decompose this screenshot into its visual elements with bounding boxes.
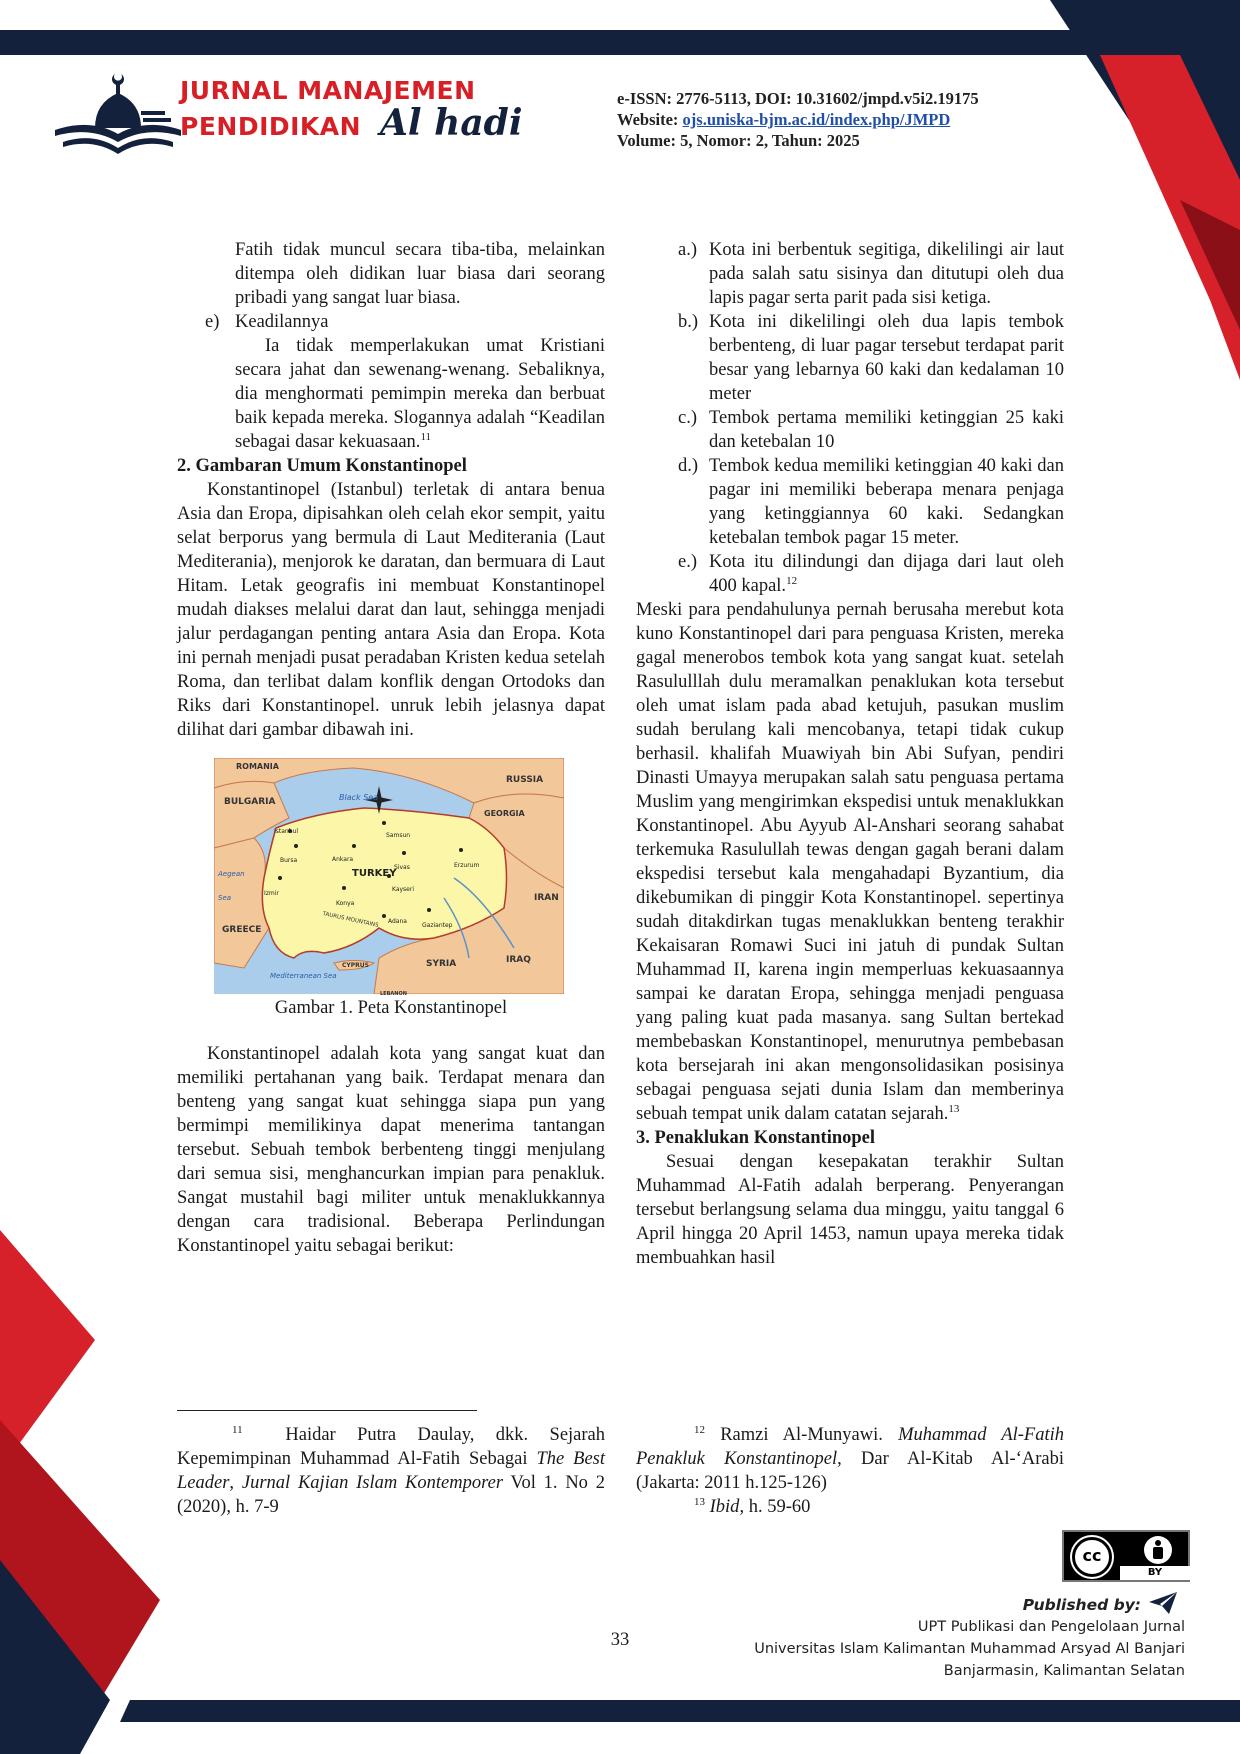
list-text: Kota ini berbentuk segitiga, dikelilingi air laut pada salah satu sisinya dan ditutupi oleh dua lapis pagar serta parit pada sisi ketiga. — [709, 240, 1064, 308]
volume-line: Volume: 5, Nomor: 2, Tahun: 2025 — [617, 131, 860, 150]
map-label-black-sea: Black Sea — [339, 793, 379, 802]
publisher-label-row — [690, 1594, 1185, 1616]
footnote-12: $^{12}$ Ramzi Al-Munyawi. Muhammad Al-Fatih Penakluk Konstantinopel, Dar Al-Kitab Al-‘Arabi (Jakarta: 2011 h.125-126) — [636, 1423, 1065, 1493]
bottom-navy-band — [120, 1700, 1240, 1722]
map-label-syria: SYRIA — [426, 959, 457, 969]
list-label: e.) — [678, 552, 697, 572]
map-label-cyprus: CYPRUS — [342, 962, 369, 969]
map-label-greece: GREECE — [222, 925, 262, 935]
map-label-bursa: Bursa — [280, 857, 298, 864]
map-label-samsun: Samsun — [386, 832, 411, 839]
list-label: b.) — [678, 312, 699, 332]
right-column — [636, 238, 1064, 1270]
map-label-taurus: TAURUS MOUNTAINS — [321, 911, 379, 929]
defense-item-e — [678, 550, 1064, 598]
map-label-istanbul: Istanbul — [274, 828, 299, 835]
map-label-lebanon: LEBANON — [380, 991, 407, 997]
section-2-paragraph: Konstantinopel (Istanbul) terletak di antara benua Asia dan Eropa, dipisahkan oleh celah ekor sempit, yaitu selat berporus yang bermula di Laut Mediterania (Laut Mediterania), menjorok ke daratan, dan bermuara di Laut Hitam. Letak geografis ini membuat Konstantinopel mudah diakses melalui darat dan laut, sehingga menjadi jalur perdagangan penting antara Asia dan Eropa. Kota ini pernah menjadi pusat peradaban Kristen kedua setelah Roma, dan terlibat dalam konflik dengan Ortodoks dan Riks dari Konstantinopel. unruk lebih jelasnya dapat dilihat dari gambar dibawah ini. — [177, 480, 605, 740]
journal-logo — [55, 68, 525, 158]
intro-paragraph: Fatih tidak muncul secara tiba-tiba, melainkan ditempa oleh didikan luar biasa dari seorang pribadi yang sangat luar biasa. — [235, 240, 605, 308]
list-text: Kota ini dikelilingi oleh dua lapis tembok berbenteng, di luar pagar tersebut terdapat parit besar yang lebarnya 60 kaki dan kedalaman 10 meter — [709, 312, 1064, 404]
map-label-kayseri: Kayseri — [392, 886, 415, 893]
section-3-paragraph: Sesuai dengan kesepakatan terakhir Sultan Muhammad Al-Fatih adalah berperang. Penyerangan tersebut berlangsung selama dua minggu, yaitu tanggal 6 April hingga 20 April 1453, namun upaya mereka tidak membuahkan hasil — [636, 1152, 1064, 1268]
list-text: Kota itu dilindungi dan dijaga dari laut oleh 400 kapal. — [709, 552, 1064, 596]
cc-by-badge[interactable] — [1062, 1530, 1190, 1582]
list-label: d.) — [678, 456, 699, 476]
defense-list — [636, 238, 1064, 598]
publisher-block — [690, 1594, 1185, 1682]
issn-line: e-ISSN: 2776-5113, DOI: 10.31602/jmpd.v5i2.19175 — [617, 89, 979, 108]
footnote-number: 12 — [694, 1423, 705, 1436]
publisher-line-3: Banjarmasin, Kalimantan Selatan — [943, 1663, 1185, 1679]
left-column — [177, 238, 605, 1258]
map-label-turkey: TURKEY — [352, 868, 397, 879]
footnote-13: $^{13}$ Ibid, h. 59-60 — [694, 1495, 811, 1517]
section-2-heading: 2. Gambaran Umum Konstantinopel — [177, 456, 467, 476]
map-label-izmir: Izmir — [264, 890, 279, 897]
map-label-sivas: Sivas — [394, 864, 410, 871]
list-item-e-body: Ia tidak memperlakukan umat Kristiani secara jahat dan sewenang-wenang. Sebaliknya, dia menghormati pemimpin mereka dan berbuat baik kepada mereka. Slogannya adalah “Keadilan sebagai dasar kekuasaan.$^{11}$ — [235, 336, 605, 452]
footnote-11: $^{11}$ Haidar Putra Daulay, dkk. Sejarah Kepemimpinan Muhammad Al-Fatih Sebagai The Best Leader, Jurnal Kajian Islam Kontemporer Vol 1. No 2 (2020), h. 7-9 — [177, 1423, 606, 1517]
website-link[interactable]: ojs.uniska-bjm.ac.id/index.php/JMPD — [682, 110, 951, 129]
list-text: Tembok pertama memiliki ketinggian 25 kaki dan ketebalan 10 — [709, 408, 1064, 452]
list-label: c.) — [678, 408, 697, 428]
footnote-number: 13 — [694, 1495, 705, 1508]
figure-map — [214, 758, 564, 997]
list-label: a.) — [678, 240, 697, 260]
map-label-adana: Adana — [388, 918, 407, 925]
map-label-aegean-sea: Aegean Sea — [218, 870, 245, 902]
journal-title-line1: JURNAL MANAJEMEN — [180, 76, 476, 105]
footnote-ref[interactable]: 11 — [420, 430, 432, 443]
map-label-erzurum: Erzurum — [454, 862, 480, 869]
journal-title-script: Al hadi — [380, 102, 523, 144]
footnote-rule — [177, 1410, 477, 1411]
list-item-title: Keadilannya — [235, 312, 329, 332]
figure-caption: Gambar 1. Peta Konstantinopel — [274, 998, 508, 1018]
bottom-left-ribbon-red — [0, 1230, 95, 1470]
paper-plane-icon — [1149, 1592, 1177, 1614]
section-3-heading: 3. Penaklukan Konstantinopel — [636, 1128, 876, 1148]
map-label-iraq: IRAQ — [506, 955, 531, 965]
publisher-line-2: Universitas Islam Kalimantan Muhammad Arsyad Al Banjari — [754, 1641, 1185, 1657]
list-label: e) — [205, 312, 220, 332]
footnote-ref[interactable]: 12 — [786, 574, 798, 587]
right-paragraph-1: Meski para pendahulunya pernah berusaha merebut kota kuno Konstantinopel dari para penguasa Kristen, mereka gagal menerobos tembok kota yang sangat kuat. setelah Rasululllah dulu meramalkan penaklukan kota tersebut oleh umat islam pada abad ketujuh, pasukan muslim sudah berulang kali mencobanya, tetapi tidak cukup berhasil. khalifah Muawiyah bin Abi Sufyan, pendiri Dinasti Umayya merupakan salah satu penguasa pertama Muslim yang mengirimkan ekspedisi untuk menaklukkan Konstantinopel. Abu Ayyub Al-Anshari seorang sahabat terkemuka Rasulullah tewas dengan gagah berani dalam ekspedisi tersebut kala mengahadapi Byzantium, dia dikebumikan di pinggir Kota Konstantinopel. sepertinya sudah ditakdirkan tugas menaklukkan benteng terakhir Kekaisaran Romawi Suci ini jatuh di pundak Sultan Muhammad II, karena ingin memperluas kekuasaannya sampai ke daratan Eropa, sehingga menjadi penguasa yang paling kuat pada masanya. sang Sultan bertekad membebaskan Konstantinopel, menurutnya pembebasan kota bersejarah ini akan mengonsolidasikan posisinya sebagai penguasa sejati dunia Islam dan memberinya sebuah tempat unik dalam catatan sejarah.$^{13}$ — [636, 600, 1064, 1124]
map-label-ankara: Ankara — [332, 856, 354, 863]
map-label-gaziantep: Gaziantep — [422, 922, 453, 929]
website-line — [617, 109, 1057, 130]
map-label-iran: IRAN — [534, 893, 559, 903]
defense-item-b — [678, 310, 1064, 406]
map-label-bulgaria: BULGARIA — [224, 797, 276, 807]
list-text: Tembok kedua memiliki ketinggian 40 kaki dan pagar ini memiliki beberapa menara penjaga yang ketinggiannya 60 kaki. Sedangkan ketebalan tembok pagar 15 meter. — [709, 456, 1064, 548]
defense-item-c — [678, 406, 1064, 454]
paragraph-after-figure: Konstantinopel adalah kota yang sangat kuat dan memiliki pertahanan yang baik. Terdapat menara dan benteng yang sangat kuat sehingga siapa pun yang bermimpi memilikinya dapat menerima tantangan tersebut. Sebuah tembok berbenteng tinggi menjulang dari semua sisi, menghancurkan impian para penakluk. Sangat mustahil bagi militer untuk menaklukkannya dengan cara tradisional. Beberapa Perlindungan Konstantinopel yaitu sebagai berikut: — [177, 1044, 605, 1256]
defense-item-a — [678, 238, 1064, 310]
publisher-line-1: UPT Publikasi dan Pengelolaan Jurnal — [917, 1619, 1185, 1635]
map-label-konya: Konya — [336, 900, 355, 907]
website-label: Website: — [617, 110, 679, 129]
cc-icon: cc — [1072, 1537, 1112, 1577]
footnote-ref[interactable]: 13 — [948, 1102, 960, 1115]
page-number: 33 — [610, 1630, 630, 1650]
by-person-icon — [1144, 1536, 1172, 1564]
journal-meta — [617, 88, 1057, 151]
map-label-russia: RUSSIA — [506, 775, 544, 785]
list-item-e — [177, 310, 605, 334]
map-label-romania: ROMANIA — [236, 762, 279, 771]
footnote-number: 11 — [232, 1423, 243, 1436]
journal-title-line2: PENDIDIKAN — [180, 112, 362, 141]
publisher-label: Published by: — [1022, 1596, 1141, 1614]
map-label-mediterranean: Mediterranean Sea — [270, 972, 337, 980]
map-label-georgia: GEORGIA — [484, 809, 525, 818]
defense-item-d — [678, 454, 1064, 550]
by-label: BY — [1120, 1566, 1190, 1580]
top-navy-band — [0, 30, 1100, 55]
